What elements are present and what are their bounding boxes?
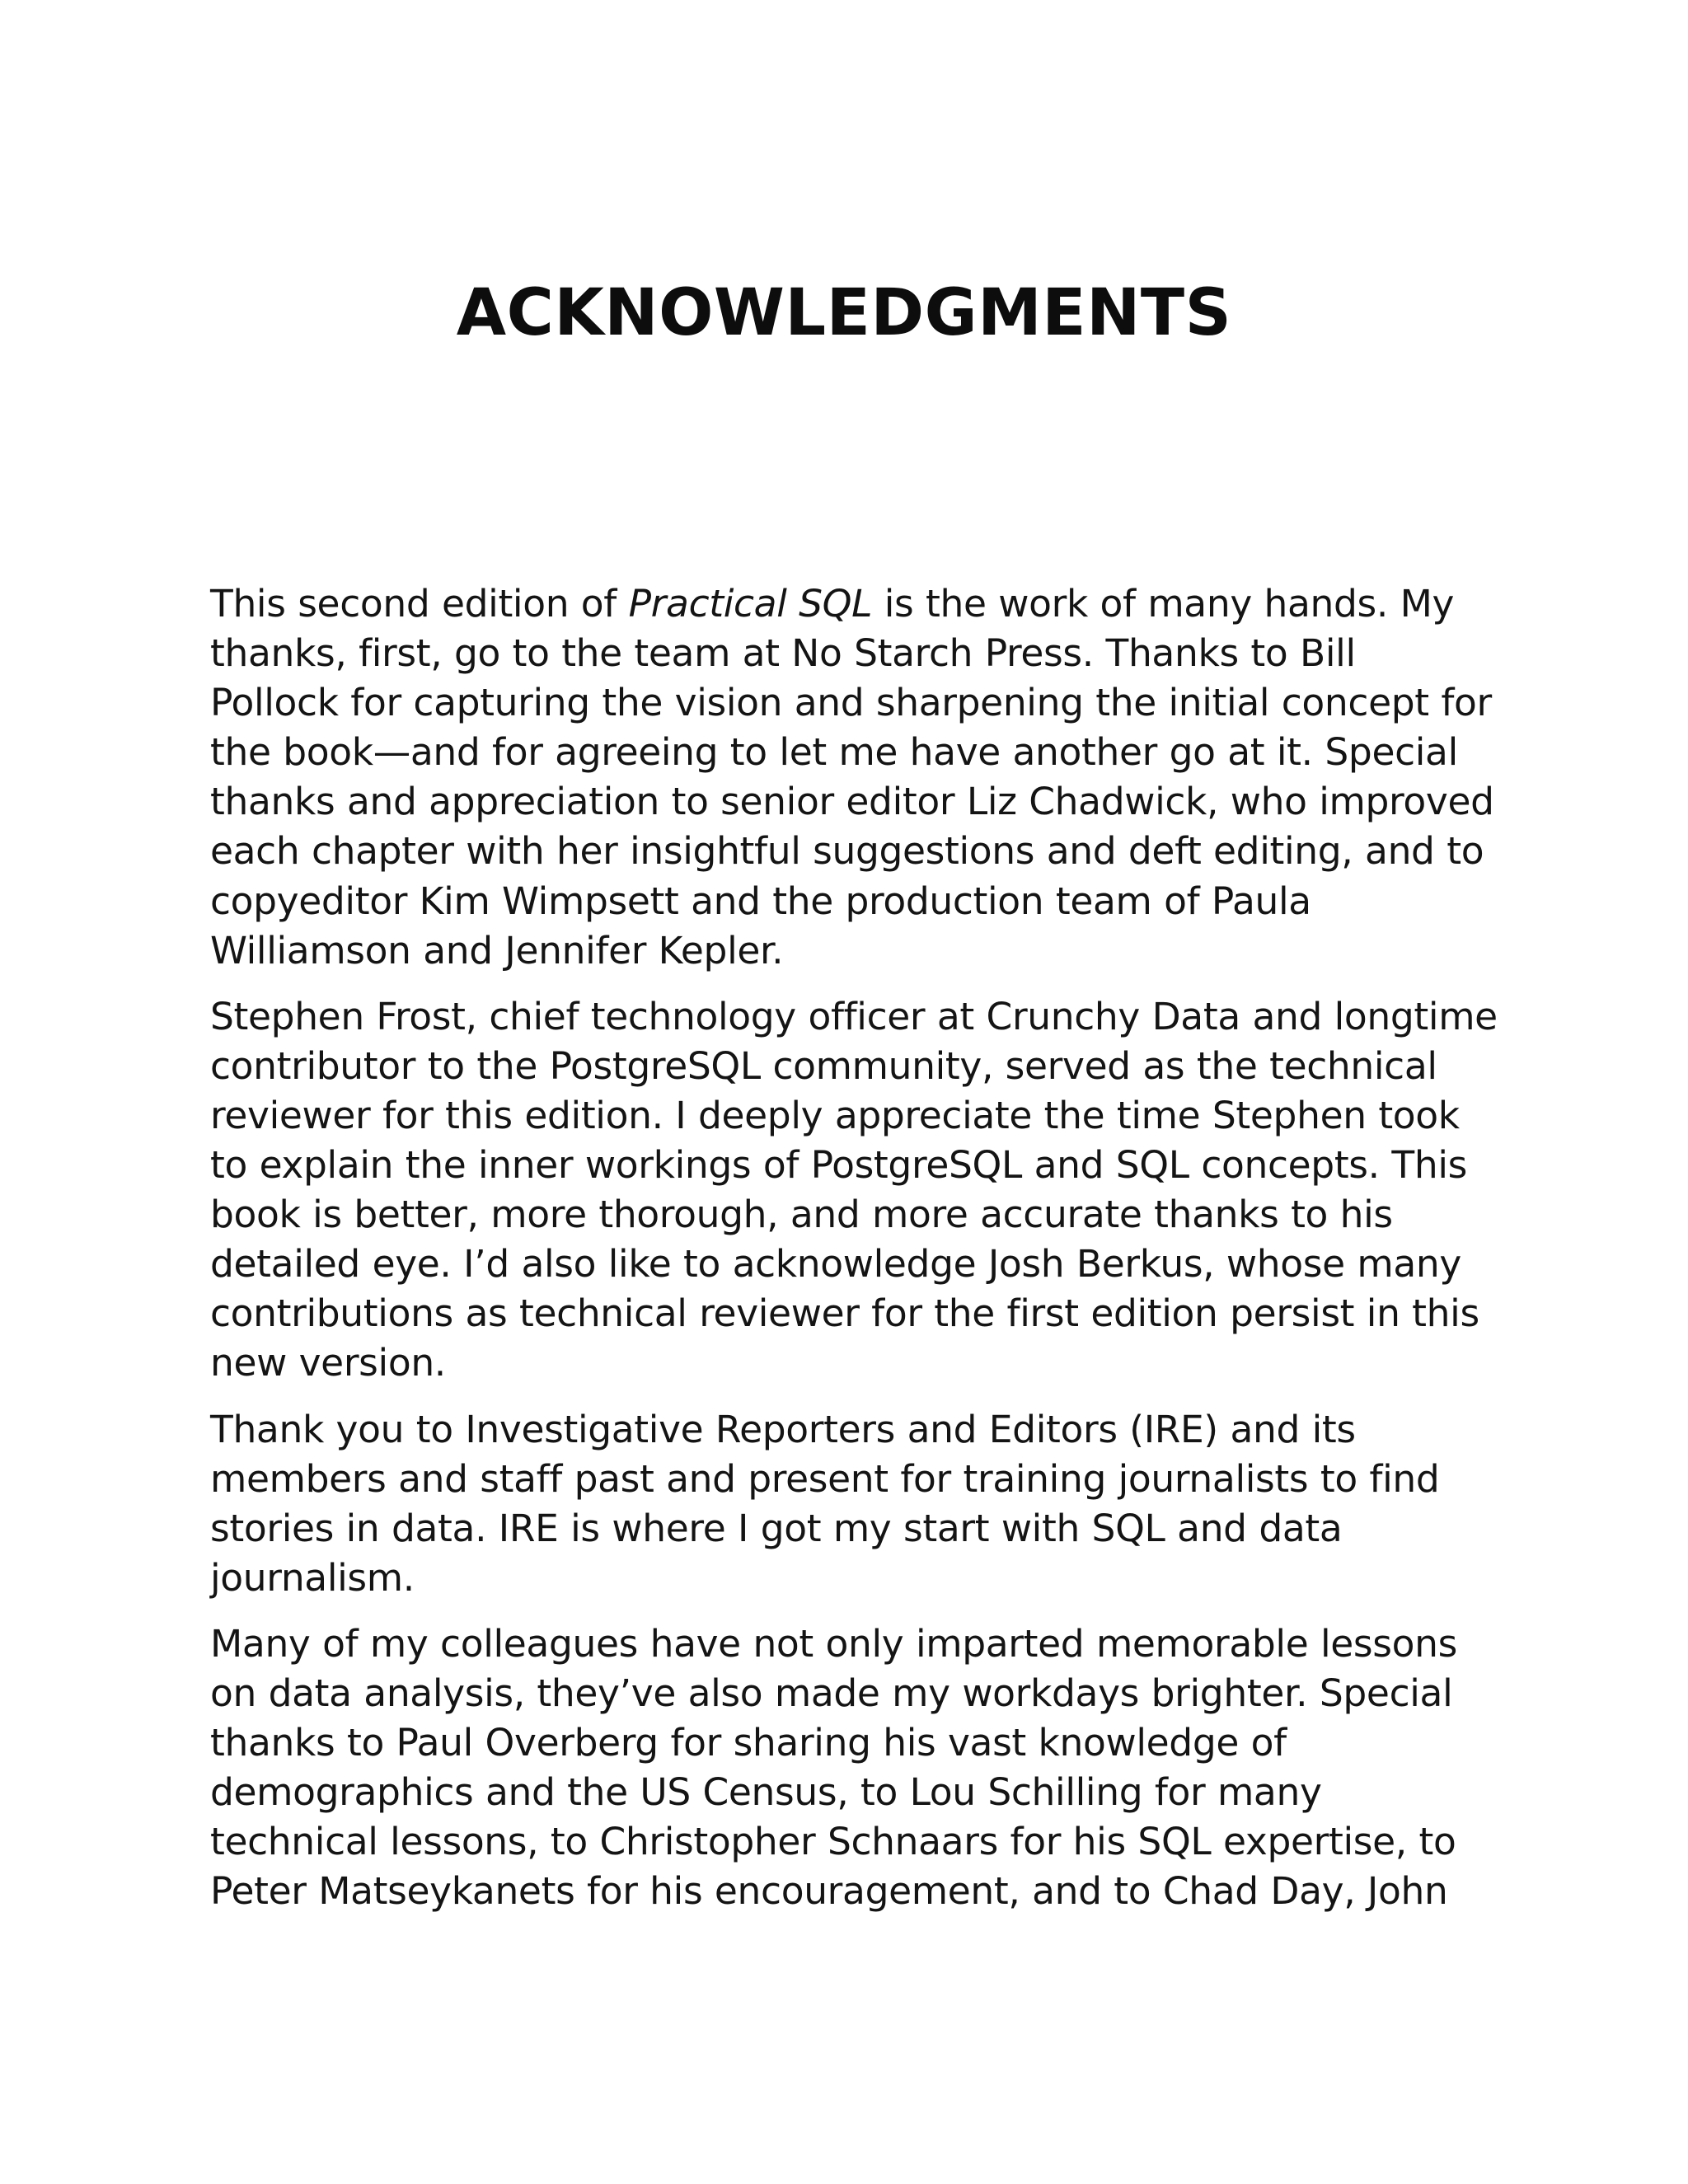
text-line: Many of my colleagues have not only imparted memorable lessons xyxy=(210,1621,1457,1666)
text-line: Peter Matseykanets for his encouragement, and to Chad Day, John xyxy=(210,1869,1448,1914)
body-text xyxy=(210,579,1496,1933)
text-run: is the work of many hands. My xyxy=(872,582,1455,626)
text-line xyxy=(210,579,1496,629)
paragraph-2 xyxy=(210,992,1496,1389)
text-line: new version. xyxy=(210,1341,446,1385)
text-line: thanks, first, go to the team at No Starch Press. Thanks to Bill xyxy=(210,631,1356,676)
text-line: contributor to the PostgreSQL community, served as the technical xyxy=(210,1043,1437,1088)
text-line: the book—and for agreeing to let me have another go at it. Special xyxy=(210,730,1458,775)
text-line: thanks and appreciation to senior editor Liz Chadwick, who improved xyxy=(210,780,1494,824)
text-line: copyeditor Kim Wimpsett and the production team of Paula xyxy=(210,879,1311,923)
text-line: Thank you to Investigative Reporters and Editors (IRE) and its xyxy=(210,1407,1356,1451)
text-line: journalism. xyxy=(210,1555,415,1600)
text-line: contributions as technical reviewer for the first edition persist in this xyxy=(210,1291,1479,1336)
text-line: technical lessons, to Christopher Schnaars for his SQL expertise, to xyxy=(210,1820,1456,1864)
text-line: demographics and the US Census, to Lou Schilling for many xyxy=(210,1770,1322,1815)
text-line: thanks to Paul Overberg for sharing his vast knowledge of xyxy=(210,1721,1287,1765)
text-line: each chapter with her insightful suggestions and deft editing, and to xyxy=(210,829,1484,874)
book-title: Practical SQL xyxy=(628,582,873,626)
text-line: book is better, more thorough, and more accurate thanks to his xyxy=(210,1193,1393,1237)
text-run: This second edition of xyxy=(210,582,629,626)
text-line: detailed eye. I’d also like to acknowledge Josh Berkus, whose many xyxy=(210,1242,1461,1286)
text-line: Stephen Frost, chief technology officer at Crunchy Data and longtime xyxy=(210,994,1498,1038)
text-line: reviewer for this edition. I deeply appreciate the time Stephen took xyxy=(210,1093,1460,1137)
paragraph-1 xyxy=(210,579,1496,976)
text-line: members and staff past and present for training journalists to find xyxy=(210,1456,1440,1501)
paragraph-4 xyxy=(210,1619,1496,1917)
text-line: on data analysis, they’ve also made my workdays brighter. Special xyxy=(210,1671,1453,1715)
text-line: Williamson and Jennifer Kepler. xyxy=(210,928,784,972)
paragraph-3 xyxy=(210,1405,1496,1603)
text-line: to explain the inner workings of PostgreSQL and SQL concepts. This xyxy=(210,1143,1467,1188)
text-line: Pollock for capturing the vision and sharpening the initial concept for xyxy=(210,681,1492,725)
page-title: ACKNOWLEDGMENTS xyxy=(456,276,1232,350)
text-line: stories in data. IRE is where I got my start with SQL and data xyxy=(210,1506,1343,1550)
